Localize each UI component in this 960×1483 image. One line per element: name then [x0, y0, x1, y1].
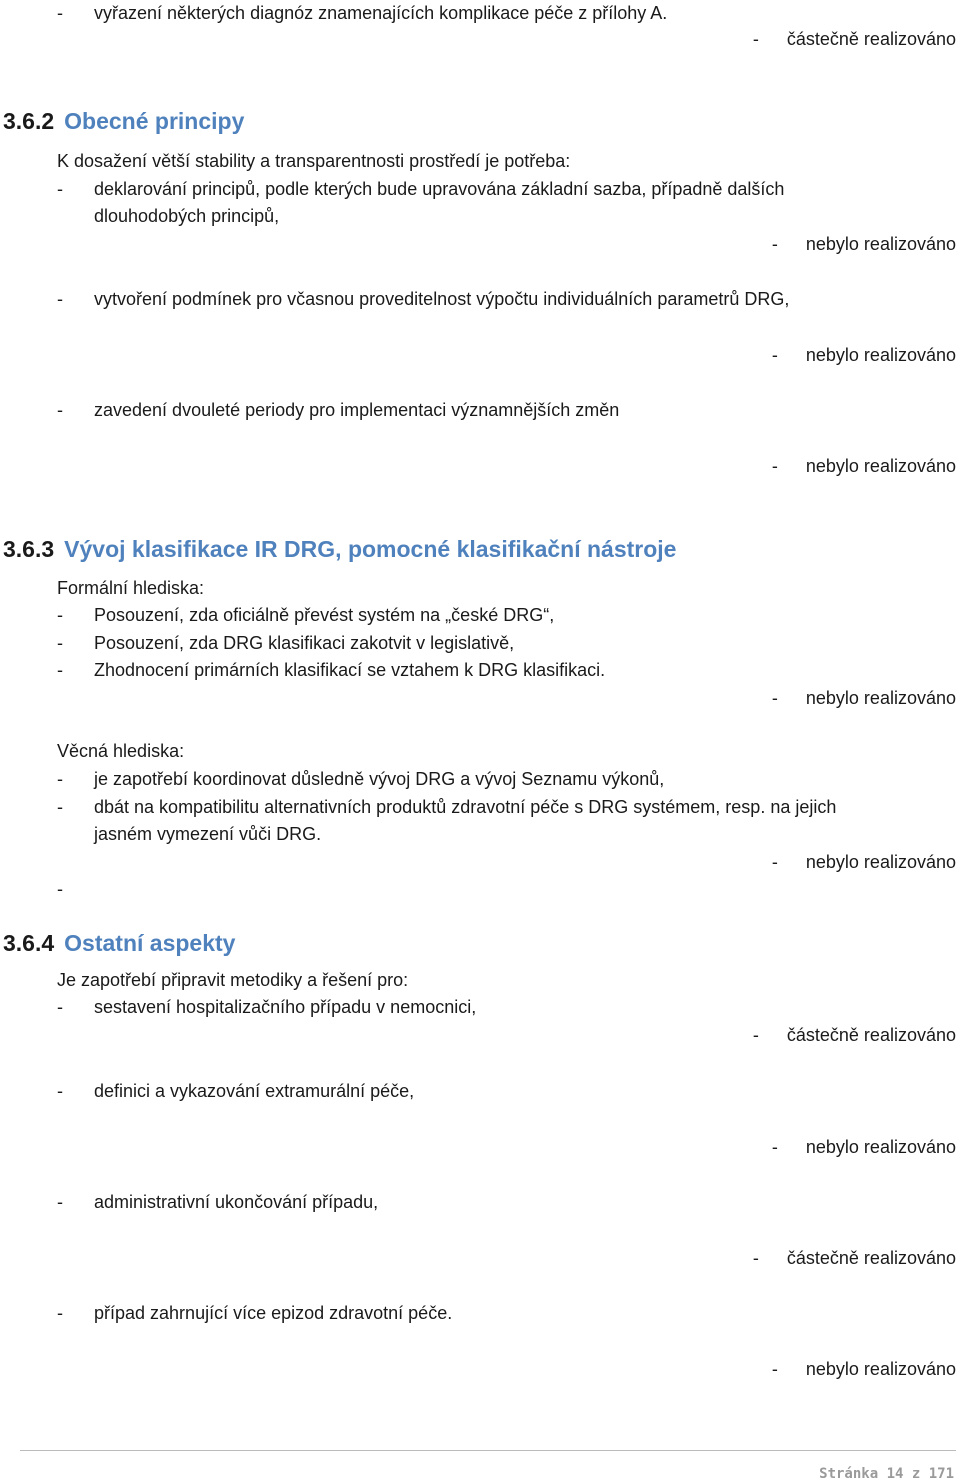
paragraph: Věcná hlediska:	[57, 741, 185, 761]
bullet-item: - Posouzení, zda DRG klasifikaci zakotvit v legislativě,	[57, 633, 515, 653]
bullet-item: - administrativní ukončování případu,	[57, 1192, 379, 1212]
status-not-realized: - nebylo realizováno	[771, 1137, 956, 1157]
paragraph: Formální hlediska:	[57, 578, 205, 598]
bullet-continuation: dlouhodobých principů,	[94, 206, 280, 226]
paragraph: Je zapotřebí připravit metodiky a řešení pro:	[57, 970, 409, 990]
status-not-realized: - nebylo realizováno	[771, 456, 956, 476]
bullet-item: - vyřazení některých diagnóz znamenajících komplikace péče z přílohy A.	[57, 3, 668, 23]
status-not-realized: - nebylo realizováno	[771, 234, 956, 254]
footer-divider	[20, 1450, 956, 1451]
section-heading-3-6-3: 3.6.3 Vývoj klasifikace IR DRG, pomocné klasifikační nástroje	[3, 536, 677, 562]
bullet-item: - Zhodnocení primárních klasifikací se vztahem k DRG klasifikaci.	[57, 660, 606, 680]
status-not-realized: - nebylo realizováno	[771, 852, 956, 872]
bullet-continuation: jasném vymezení vůči DRG.	[94, 824, 322, 844]
bullet-item: - dbát na kompatibilitu alternativních produktů zdravotní péče s DRG systémem, resp. na jejich	[57, 797, 837, 817]
status-partial: - částečně realizováno	[752, 1025, 956, 1045]
bullet-item: - sestavení hospitalizačního případu v nemocnici,	[57, 997, 477, 1017]
bullet-item: - vytvoření podmínek pro včasnou proveditelnost výpočtu individuálních parametrů DRG,	[57, 289, 790, 309]
bullet-item: - je zapotřebí koordinovat důsledně vývoj DRG a vývoj Seznamu výkonů,	[57, 769, 665, 789]
paragraph: K dosažení větší stability a transparentnosti prostředí je potřeba:	[57, 151, 571, 171]
status-not-realized: - nebylo realizováno	[771, 688, 956, 708]
section-heading-3-6-4: 3.6.4 Ostatní aspekty	[3, 930, 236, 956]
bullet-item: - zavedení dvouleté periody pro implementaci významnějších změn	[57, 400, 620, 420]
status-not-realized: - nebylo realizováno	[771, 345, 956, 365]
page-number: Stránka 14 z 171	[819, 1466, 954, 1482]
section-heading-3-6-2: 3.6.2 Obecné principy	[3, 108, 245, 134]
bullet-item: - definici a vykazování extramurální péče,	[57, 1081, 415, 1101]
empty-bullet: -	[57, 879, 63, 899]
status-not-realized: - nebylo realizováno	[771, 1359, 956, 1379]
bullet-item: - Posouzení, zda oficiálně převést systém na „české DRG“,	[57, 605, 555, 625]
bullet-item: - případ zahrnující více epizod zdravotní péče.	[57, 1303, 453, 1323]
status-partial: - částečně realizováno	[752, 29, 956, 49]
bullet-item: - deklarování principů, podle kterých bude upravována základní sazba, případně dalších	[57, 179, 785, 199]
status-partial: - částečně realizováno	[752, 1248, 956, 1268]
